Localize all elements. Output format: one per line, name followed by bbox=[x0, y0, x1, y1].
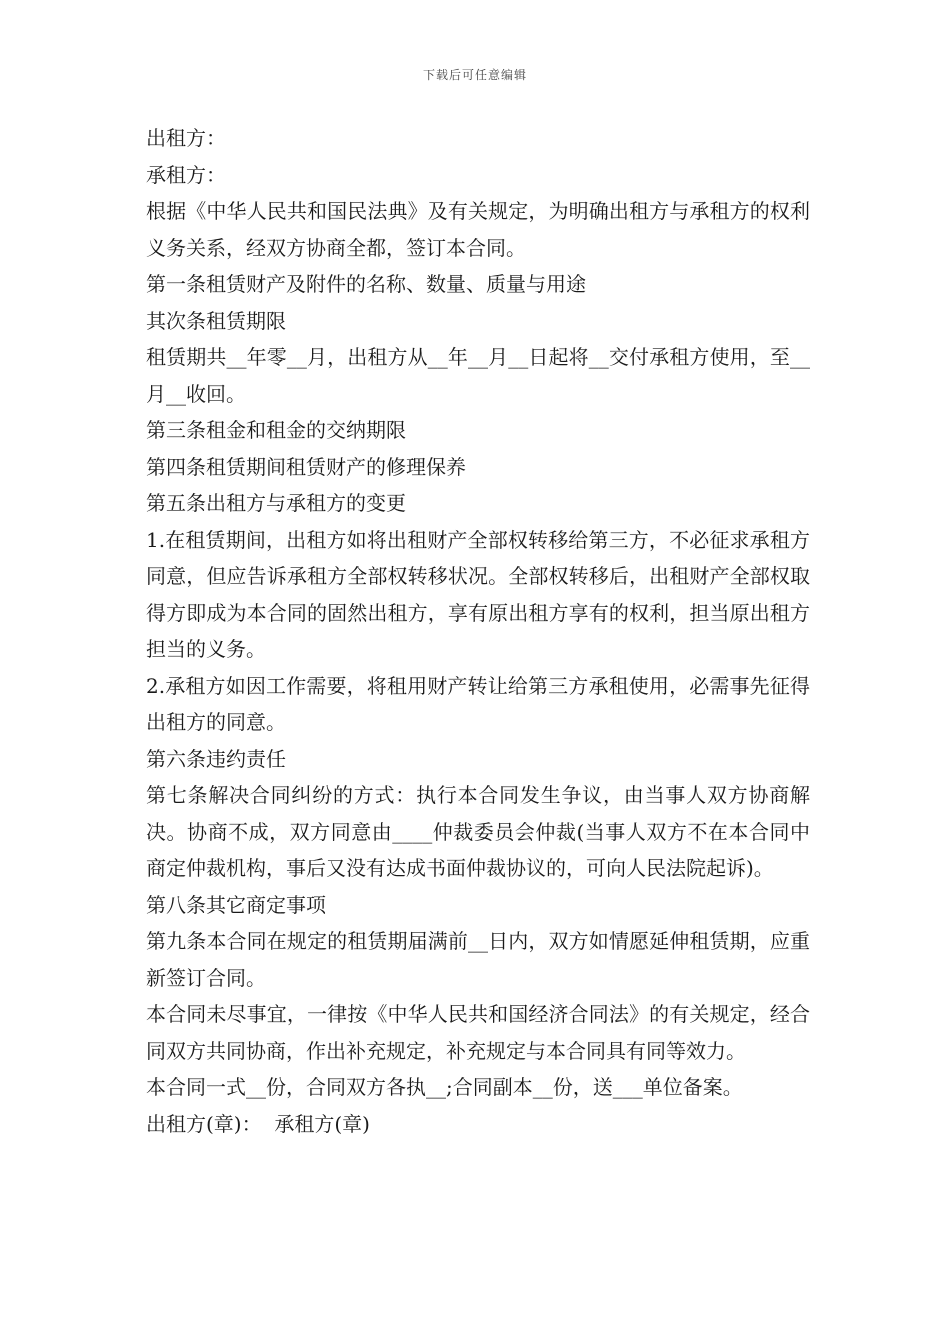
article-3-heading: 第三条租金和租金的交纳期限 bbox=[146, 418, 406, 442]
article-5-clause-2: 2.承租方如因工作需要，将租用财产转让给第三方承租使用，必需事先征得出租方的同意。 bbox=[146, 673, 810, 734]
article-9-paragraph: 第九条本合同在规定的租赁期届满前__日内，双方如情愿延伸租赁期，应重新签订合同。 bbox=[146, 929, 810, 990]
copies-paragraph: 本合同一式__份，合同双方各执__;合同副本__份，送___单位备案。 bbox=[146, 1075, 743, 1099]
supplementary-paragraph: 本合同未尽事宜，一律按《中华人民共和国经济合同法》的有关规定，经合同双方共同协商，作出补充规定，补充规定与本合同具有同等效力。 bbox=[146, 1002, 810, 1063]
article-2-heading: 其次条租赁期限 bbox=[146, 308, 286, 333]
signature-line: 出租方(章)： 承租方(章) bbox=[146, 1111, 370, 1136]
lessor-line: 出租方： bbox=[146, 126, 226, 150]
article-4-heading: 第四条租赁期间租赁财产的修理保养 bbox=[146, 454, 466, 479]
lease-term-paragraph: 租赁期共__年零__月，出租方从__年__月__日起将__交付承租方使用，至__月__收回。 bbox=[146, 345, 810, 406]
preamble-paragraph: 根据《中华人民共和国民法典》及有关规定，为明确出租方与承租方的权利义务关系，经双方协商全都，签订本合同。 bbox=[146, 199, 810, 260]
article-6-heading: 第六条违约责任 bbox=[146, 746, 286, 771]
document-body bbox=[146, 120, 810, 1142]
article-5-clause-1: 1.在租赁期间，出租方如将出租财产全部权转移给第三方，不必征求承租方同意，但应告诉承租方全部权转移状况。全部权转移后，出租财产全部权取得方即成为本合同的固然出租方，享有原出租方享有的权利，担当原出租方担当的义务。 bbox=[146, 527, 810, 661]
article-5-heading: 第五条出租方与承租方的变更 bbox=[146, 491, 406, 515]
article-1-heading: 第一条租赁财产及附件的名称、数量、质量与用途 bbox=[146, 272, 586, 296]
page-header-note: 下载后可任意编辑 bbox=[422, 68, 527, 82]
article-7-paragraph: 第七条解决合同纠纷的方式：执行本合同发生争议，由当事人双方协商解决。协商不成，双方同意由____仲裁委员会仲裁(当事人双方不在本合同中商定仲裁机构，事后又没有达成书面仲裁协议的，可向人民法院起诉)。 bbox=[146, 783, 810, 880]
lessee-line: 承租方： bbox=[146, 162, 226, 187]
article-8-heading: 第八条其它商定事项 bbox=[146, 892, 326, 917]
